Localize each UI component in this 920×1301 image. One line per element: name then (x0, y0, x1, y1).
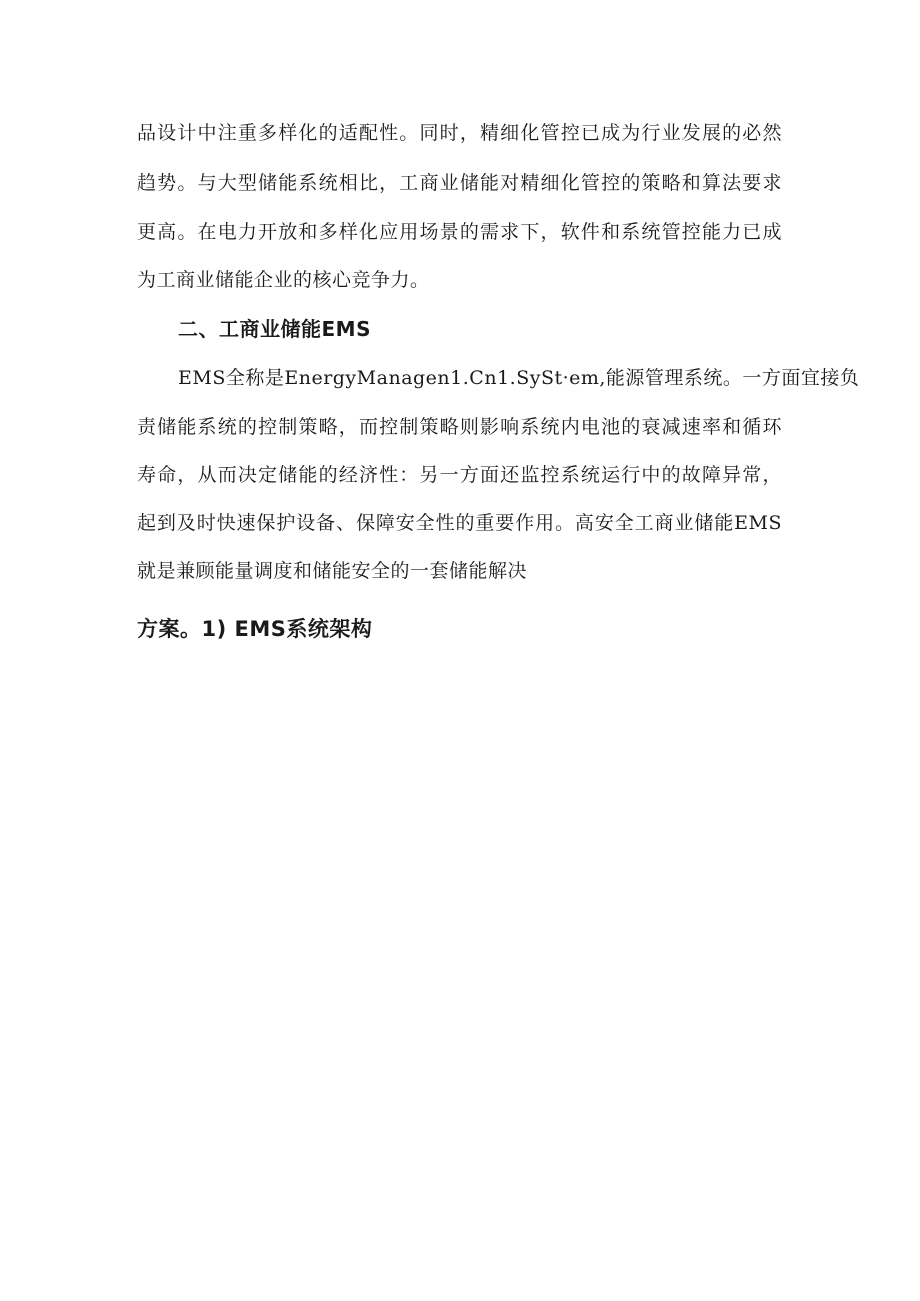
paragraph2-line-5: 就是兼顾能量调度和储能安全的一套储能解决 (137, 560, 528, 582)
paragraph1-line-1: 品设计中注重多样化的适配性。同时，精细化管控已成为行业发展的必然 (137, 122, 782, 144)
paragraph2-line-4: 起到及时快速保护设备、保障安全性的重要作用。高安全工商业储能EMS (137, 512, 782, 534)
paragraph2-line-1: EMS全称是EnergyManagen1.Cn1.SySt·em,能源管理系统。一方面宜接负 (178, 367, 860, 389)
paragraph2-line-2: 责储能系统的控制策略，而控制策略则影响系统内电池的衰减速率和循环 (137, 416, 782, 438)
paragraph2-line-3: 寿命，从而决定储能的经济性：另一方面还监控系统运行中的故障异常， (137, 464, 782, 486)
paragraph1-line-3: 更高。在电力开放和多样化应用场景的需求下，软件和系统管控能力已成 (137, 221, 782, 243)
paragraph1-line-4: 为工商业储能企业的核心竞争力。 (137, 269, 430, 291)
paragraph1-line-2: 趋势。与大型储能系统相比，工商业储能对精细化管控的策略和算法要求 (137, 172, 782, 194)
subheading-system-architecture: 方案。1) EMS系统架构 (137, 617, 373, 641)
section-heading: 二、工商业储能EMS (178, 317, 371, 341)
